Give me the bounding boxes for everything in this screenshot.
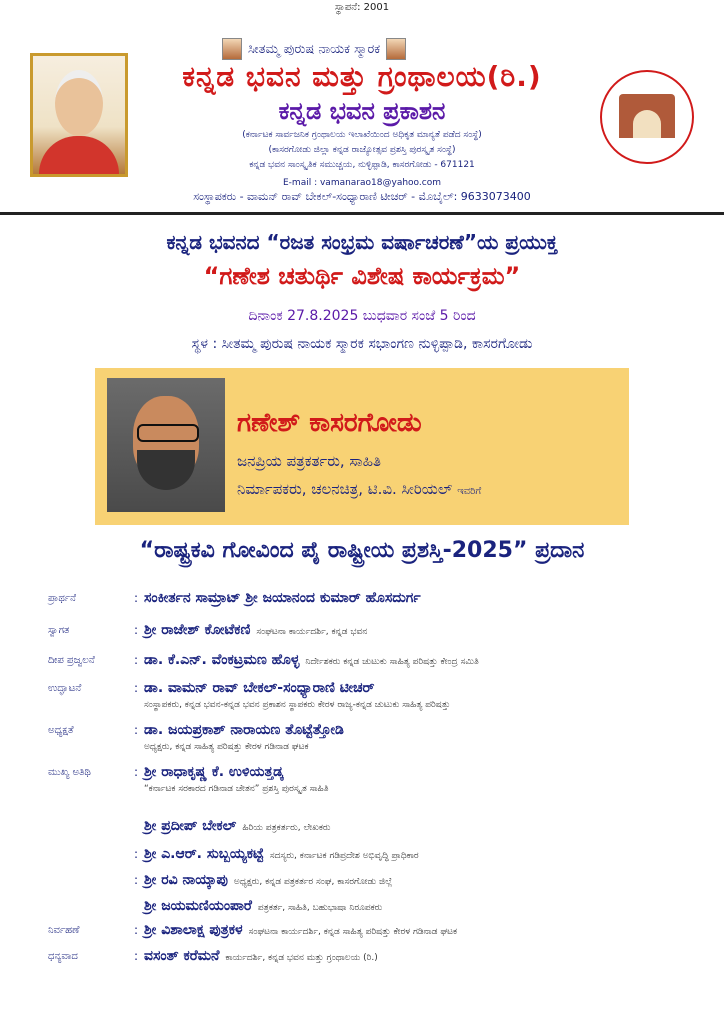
programme-colon: : bbox=[134, 949, 139, 963]
programme-colon: : bbox=[134, 623, 139, 637]
event-date: ದಿನಾಂಕ 27.8.2025 ಬುಧವಾರ ಸಂಜೆ 5 ರಿಂದ bbox=[248, 308, 476, 324]
programme-person bbox=[144, 622, 367, 638]
memorial-portrait-left bbox=[222, 38, 242, 60]
honoree-description-1: ಜನಪ್ರಿಯ ಪತ್ರಕರ್ತರು, ಸಾಹಿತಿ bbox=[237, 452, 381, 470]
award-line: (ಕಾಸರಗೋಡು ಜಿಲ್ಲಾ ಕನ್ನಡ ರಾಜ್ಯೋತ್ಸವ ಪ್ರಶಸ್ತಿ ಪುರಸ್ಕೃತ ಸಂಸ್ಥೆ) bbox=[268, 145, 456, 155]
programme-role: ಧನ್ಯವಾದ bbox=[48, 951, 78, 962]
programme-colon: : bbox=[134, 681, 139, 695]
programme-person bbox=[144, 872, 392, 888]
event-title: “ಗಣೇಶ ಚತುರ್ಥಿ ವಿಶೇಷ ಕಾರ್ಯಕ್ರಮ” bbox=[203, 262, 521, 290]
memorial-portrait-right bbox=[386, 38, 406, 60]
programme-colon: : bbox=[134, 847, 139, 861]
programme-person-name: ಶ್ರೀ ರಾಜೇಶ್ ಕೋಟೆಕಣಿ bbox=[144, 622, 251, 638]
programme-person-description: ಹಿರಿಯ ಪತ್ರಕರ್ತರು, ಲೇಖಕರು bbox=[242, 823, 331, 833]
programme-colon: : bbox=[134, 591, 139, 605]
founder-line: ಸಂಸ್ಥಾಪಕರು - ವಾಮನ್ ರಾವ್ ಬೇಕಲ್-ಸಂಧ್ಯಾರಾಣಿ ಟೀಚರ್ - ಮೊಬೈಲ್: 9633073400 bbox=[193, 190, 531, 203]
programme-person-description: ಸಂಘಟನಾ ಕಾರ್ಯದರ್ಶಿ, ಕನ್ನಡ ಭವನ bbox=[256, 627, 368, 637]
programme-role: ಉದ್ಘಾಟನೆ bbox=[48, 683, 82, 694]
programme-person bbox=[144, 652, 479, 668]
programme-person-name: ಶ್ರೀ ಜಯಮಣಿಯಂಪಾರೆ bbox=[144, 898, 252, 914]
address-line: ಕನ್ನಡ ಭವನ ಸಾಂಸ್ಕೃತಿಕ ಸಮುಚ್ಚಯ, ನುಳ್ಳಿಪ್ಪಾಡಿ, ಕಾಸರಗೋಡು - 671121 bbox=[249, 160, 475, 170]
programme-person-description: ನಿರ್ದೇಶಕರು ಕನ್ನಡ ಚುಟುಕು ಸಾಹಿತ್ಯ ಪರಿಷತ್ತು ಕೇಂದ್ರ ಸಮಿತಿ bbox=[305, 657, 479, 667]
programme-colon: : bbox=[134, 723, 139, 737]
email-line: E-mail : vamanarao18@yahoo.com bbox=[283, 178, 441, 188]
programme-role: ನಿರ್ವಹಣೆ bbox=[48, 925, 80, 936]
honoree-description-2 bbox=[237, 480, 481, 498]
programme-person-name: ಡಾ. ವಾಮನ್ ರಾವ್ ಬೇಕಲ್-ಸಂಧ್ಯಾರಾಣಿ ಟೀಚರ್ bbox=[144, 680, 375, 696]
programme-person-description: ಪತ್ರಕರ್ತ, ಸಾಹಿತಿ, ಬಹುಭಾಷಾ ನಿರೂಪಕರು bbox=[257, 903, 383, 913]
programme-person-name: ಡಾ. ಜಯಪ್ರಕಾಶ್ ನಾರಾಯಣ ತೊಟ್ಟೆತ್ತೋಡಿ bbox=[144, 722, 344, 738]
award-title: “ರಾಷ್ಟ್ರಕವಿ ಗೋವಿಂದ ಪೈ ರಾಷ್ಟ್ರೀಯ ಪ್ರಶಸ್ತಿ-2025” ಪ್ರದಾನ bbox=[139, 538, 585, 563]
programme-person bbox=[144, 680, 374, 696]
programme-person bbox=[144, 722, 344, 738]
programme-person-description: ಅಧ್ಯಕ್ಷರು, ಕನ್ನಡ ಪತ್ರಕರ್ತರ ಸಂಘ, ಕಾಸರಗೋಡು ಜಿಲ್ಲೆ bbox=[233, 877, 393, 887]
programme-person-detail: “ಕರ್ನಾಟಕ ಸರಕಾರದ ಗಡಿನಾಡ ಚೇತನ” ಪ್ರಶಸ್ತಿ ಪುರಸ್ಕೃತ ಸಾಹಿತಿ bbox=[144, 784, 329, 794]
honoree-description-2-suffix: ಇವರಿಗೆ bbox=[457, 486, 482, 497]
event-venue: ಸ್ಥಳ : ಸೀತಮ್ಮ ಪುರುಷ ನಾಯಕ ಸ್ಮಾರಕ ಸಭಾಂಗಣ ನುಳ್ಳಿಪ್ಪಾಡಿ, ಕಾಸರಗೋಡು bbox=[191, 336, 533, 352]
memorial-line bbox=[222, 38, 512, 60]
programme-role: ದೀಪ ಪ್ರಜ್ವಲನೆ bbox=[48, 655, 95, 666]
programme-person bbox=[144, 948, 378, 964]
honoree-box bbox=[95, 368, 629, 525]
programme-person bbox=[144, 590, 421, 606]
programme-role: ಮುಖ್ಯ ಅತಿಥಿ bbox=[48, 767, 91, 778]
memorial-text: ಸೀತಮ್ಮ ಪುರುಷ ನಾಯಕ ಸ್ಮಾರಕ bbox=[248, 41, 381, 57]
programme-role: ಸ್ವಾಗತ bbox=[48, 625, 70, 636]
programme-person-name: ಶ್ರೀ ಪ್ರದೀಪ್ ಬೇಕಲ್ bbox=[144, 818, 237, 834]
programme-person-name: ಸಂಕೀರ್ತನ ಸಾಮ್ರಾಟ್ ಶ್ರೀ ಜಯಾನಂದ ಕುಮಾರ್ ಹೊಸದುರ್ಗ bbox=[144, 590, 421, 606]
programme-person-description: ಸದಸ್ಯರು, ಕರ್ನಾಟಕ ಗಡಿಪ್ರದೇಶ ಅಭಿವೃದ್ಧಿ ಪ್ರಾಧಿಕಾರ bbox=[269, 851, 419, 861]
programme-person bbox=[144, 818, 331, 834]
programme-person-description: ಕಾರ್ಯದರ್ಶಿ, ಕನ್ನಡ ಭವನ ಮತ್ತು ಗ್ರಂಥಾಲಯ (ರಿ.) bbox=[225, 953, 378, 963]
programme-colon: : bbox=[134, 653, 139, 667]
programme-person-name: ವಸಂತ್ ಕರೆಮನೆ bbox=[144, 948, 220, 964]
recognition-line: (ಕರ್ನಾಟಕ ಸಾರ್ವಜನಿಕ ಗ್ರಂಥಾಲಯ ಇಲಾಖೆಯಿಂದ ಅಧಿಕೃತ ಮಾನ್ಯತೆ ಪಡೆದ ಸಂಸ್ಥೆ) bbox=[242, 130, 482, 140]
programme-person bbox=[144, 846, 419, 862]
programme-person-name: ಶ್ರೀ ರವಿ ನಾಯ್ಕಾಪು bbox=[144, 872, 228, 888]
programme-person bbox=[144, 922, 457, 938]
established-year: ಸ್ಥಾಪನೆ: 2001 bbox=[334, 2, 390, 13]
programme-person-name: ಶ್ರೀ ವಿಶಾಲಾಕ್ಷ ಪುತ್ರಕಳ bbox=[144, 922, 243, 938]
honoree-glasses bbox=[137, 424, 199, 442]
programme-person-detail: ಅಧ್ಯಕ್ಷರು, ಕನ್ನಡ ಸಾಹಿತ್ಯ ಪರಿಷತ್ತು ಕೇರಳ ಗಡಿನಾಡ ಘಟಕ bbox=[144, 742, 309, 752]
programme-person-name: ಡಾ. ಕೆ.ಎನ್. ವೆಂಕಟ್ರಮಣ ಹೊಳ್ಳ bbox=[144, 652, 300, 668]
programme-person-name: ಶ್ರೀ ಎ.ಆರ್. ಸುಬ್ಬಯ್ಯಕಟ್ಟೆ bbox=[144, 846, 264, 862]
header-divider bbox=[0, 212, 724, 215]
celebration-line: ಕನ್ನಡ ಭವನದ “ರಜತ ಸಂಭ್ರಮ ವರ್ಷಾಚರಣೆ”ಯ ಪ್ರಯುಕ್ತ bbox=[166, 230, 558, 254]
organization-subtitle: ಕನ್ನಡ ಭವನ ಪ್ರಕಾಶನ bbox=[278, 97, 446, 125]
programme-person-detail: ಸಂಸ್ಥಾಪಕರು, ಕನ್ನಡ ಭವನ-ಕನ್ನಡ ಭವನ ಪ್ರಕಾಶನ ಸ್ಥಾಪಕರು ಕೇರಳ ರಾಜ್ಯ-ಕನ್ನಡ ಚುಟುಕು ಸಾಹಿತ್ಯ ಪರಿಷತ್ತು bbox=[144, 700, 451, 710]
honoree-name: ಗಣೇಶ್ ಕಾಸರಗೋಡು bbox=[237, 408, 422, 438]
programme-colon: : bbox=[134, 923, 139, 937]
programme-colon: : bbox=[134, 873, 139, 887]
organization-title: ಕನ್ನಡ ಭವನ ಮತ್ತು ಗ್ರಂಥಾಲಯ(ರಿ.) bbox=[182, 60, 542, 93]
programme-person-name: ಶ್ರೀ ರಾಧಾಕೃಷ್ಣ ಕೆ. ಉಳಿಯತ್ತಡ್ಕ bbox=[144, 764, 284, 780]
honoree-photo bbox=[107, 378, 225, 512]
programme-role: ಅಧ್ಯಕ್ಷತೆ bbox=[48, 725, 74, 736]
programme-person bbox=[144, 898, 382, 914]
programme-role: ಪ್ರಾರ್ಥನೆ bbox=[48, 593, 76, 604]
honoree-beard bbox=[137, 450, 195, 490]
programme-person-description: ಸಂಘಟನಾ ಕಾರ್ಯದರ್ಶಿ, ಕನ್ನಡ ಸಾಹಿತ್ಯ ಪರಿಷತ್ತು ಕೇರಳ ಗಡಿನಾಡ ಘಟಕ bbox=[248, 927, 458, 937]
programme-colon: : bbox=[134, 765, 139, 779]
programme-person bbox=[144, 764, 283, 780]
honoree-description-2-text: ನಿರ್ಮಾಪಕರು, ಚಲನಚಿತ್ರ, ಟಿ.ವಿ. ಸೀರಿಯಲ್ bbox=[237, 480, 453, 498]
